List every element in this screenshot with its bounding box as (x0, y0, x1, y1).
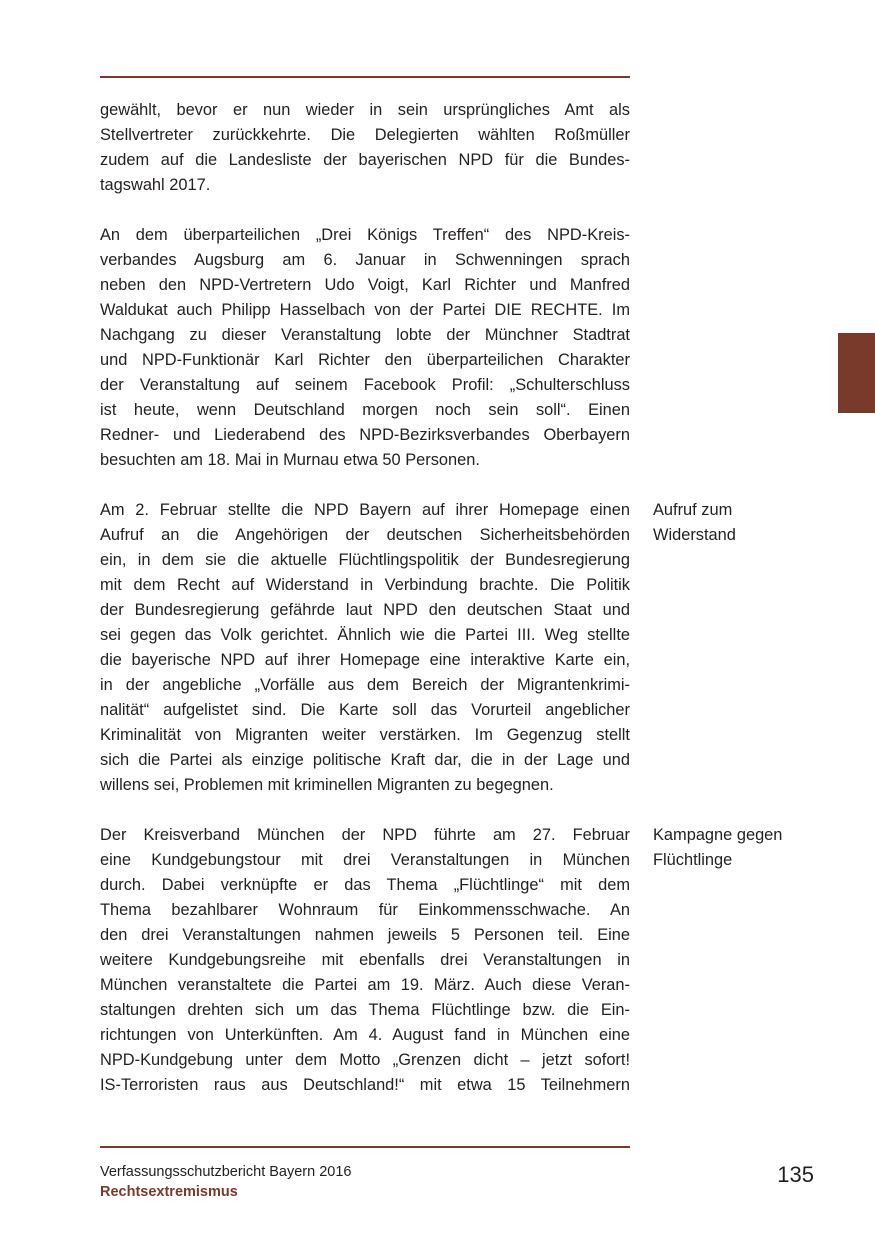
paragraph-line: neben den NPD-Vertretern Udo Voigt, Karl Richter und Manfred (100, 276, 630, 294)
paragraph-line: IS-Terroristen raus aus Deutschland!“ mit etwa 15 Teilnehmern (100, 1076, 630, 1094)
paragraph-line: Kriminalität von Migranten weiter verstärken. Im Gegenzug stellt (100, 726, 630, 744)
footer-rule (100, 1146, 630, 1148)
paragraph-line: zudem auf die Landesliste der bayerischen NPD für die Bundes- (100, 151, 630, 169)
paragraph-line: mit dem Recht auf Widerstand in Verbindung brachte. Die Politik (100, 576, 630, 594)
paragraph-line: Stellvertreter zurückkehrte. Die Delegierten wählten Roßmüller (100, 126, 630, 144)
paragraph-line: München veranstaltete die Partei am 19. März. Auch diese Veran- (100, 976, 630, 994)
paragraph-line: staltungen drehten sich um das Thema Flüchtlinge bzw. die Ein- (100, 1001, 630, 1019)
margin-note-line: Kampagne gegen (653, 826, 783, 844)
paragraph-line: gewählt, bevor er nun wieder in sein ursprüngliches Amt als (100, 101, 630, 119)
paragraph-line: die bayerische NPD auf ihrer Homepage eine interaktive Karte ein, (100, 651, 630, 669)
margin-note-line: Flüchtlinge (653, 851, 733, 869)
paragraph-line: NPD-Kundgebung unter dem Motto „Grenzen dicht – jetzt sofort! (100, 1051, 630, 1069)
paragraph-line: Der Kreisverband München der NPD führte am 27. Februar (100, 826, 630, 844)
margin-note-aufruf (653, 498, 853, 548)
paragraph-line: Redner- und Liederabend des NPD-Bezirksverbandes Oberbayern (100, 426, 630, 444)
paragraph-line: Nachgang zu dieser Veranstaltung lobte der Münchner Stadtrat (100, 326, 630, 344)
paragraph-line: richtungen von Unterkünften. Am 4. August fand in München eine (100, 1026, 630, 1044)
paragraph-line: in der angebliche „Vorfälle aus dem Bereich der Migrantenkrimi- (100, 676, 630, 694)
paragraph-1 (100, 98, 630, 198)
paragraph-line: eine Kundgebungstour mit drei Veranstaltungen in München (100, 851, 630, 869)
paragraph-3 (100, 498, 630, 798)
paragraph-line: Waldukat auch Philipp Hasselbach von der Partei DIE RECHTE. Im (100, 301, 630, 319)
paragraph-line: sei gegen das Volk gerichtet. Ähnlich wie die Partei III. Weg stellte (100, 626, 630, 644)
margin-note-line: Aufruf zum (653, 501, 733, 519)
paragraph-line: den drei Veranstaltungen nahmen jeweils 5 Personen teil. Eine (100, 926, 630, 944)
margin-note-line: Widerstand (653, 526, 736, 544)
chapter-tab (838, 333, 875, 413)
margin-note-kampagne (653, 823, 853, 873)
paragraph-line: nalität“ aufgelistet sind. Die Karte soll das Vorurteil angeblicher (100, 701, 630, 719)
header-rule (100, 76, 630, 78)
paragraph-line: besuchten am 18. Mai in Murnau etwa 50 Personen. (100, 451, 480, 469)
paragraph-line: Thema bezahlbarer Wohnraum für Einkommensschwache. An (100, 901, 630, 919)
paragraph-line: der Veranstaltung auf seinem Facebook Profil: „Schulterschluss (100, 376, 630, 394)
paragraph-2 (100, 223, 630, 473)
paragraph-line: weitere Kundgebungsreihe mit ebenfalls drei Veranstaltungen in (100, 951, 630, 969)
paragraph-line: sich die Partei als einzige politische Kraft dar, die in der Lage und (100, 751, 630, 769)
page-number: 135 (777, 1162, 814, 1187)
paragraph-line: durch. Dabei verknüpfte er das Thema „Flüchtlinge“ mit dem (100, 876, 630, 894)
paragraph-line: der Bundesregierung gefährde laut NPD den deutschen Staat und (100, 601, 630, 619)
paragraph-line: ist heute, wenn Deutschland morgen noch sein soll“. Einen (100, 401, 630, 419)
paragraph-line: Am 2. Februar stellte die NPD Bayern auf ihrer Homepage einen (100, 501, 630, 519)
paragraph-line: und NPD-Funktionär Karl Richter den überparteilichen Charakter (100, 351, 630, 369)
paragraph-line: An dem überparteilichen „Drei Königs Treffen“ des NPD-Kreis- (100, 226, 630, 244)
footer-publication-title: Verfassungsschutzbericht Bayern 2016 (100, 1164, 352, 1180)
paragraph-line: willens sei, Problemen mit kriminellen Migranten zu begegnen. (100, 776, 554, 794)
paragraph-4 (100, 823, 630, 1098)
paragraph-line: Aufruf an die Angehörigen der deutschen Sicherheitsbehörden (100, 526, 630, 544)
paragraph-line: ein, in dem sie die aktuelle Flüchtlingspolitik der Bundesregierung (100, 551, 630, 569)
paragraph-line: tagswahl 2017. (100, 176, 211, 194)
footer-section-title: Rechtsextremismus (100, 1184, 238, 1200)
paragraph-line: verbandes Augsburg am 6. Januar in Schwenningen sprach (100, 251, 630, 269)
